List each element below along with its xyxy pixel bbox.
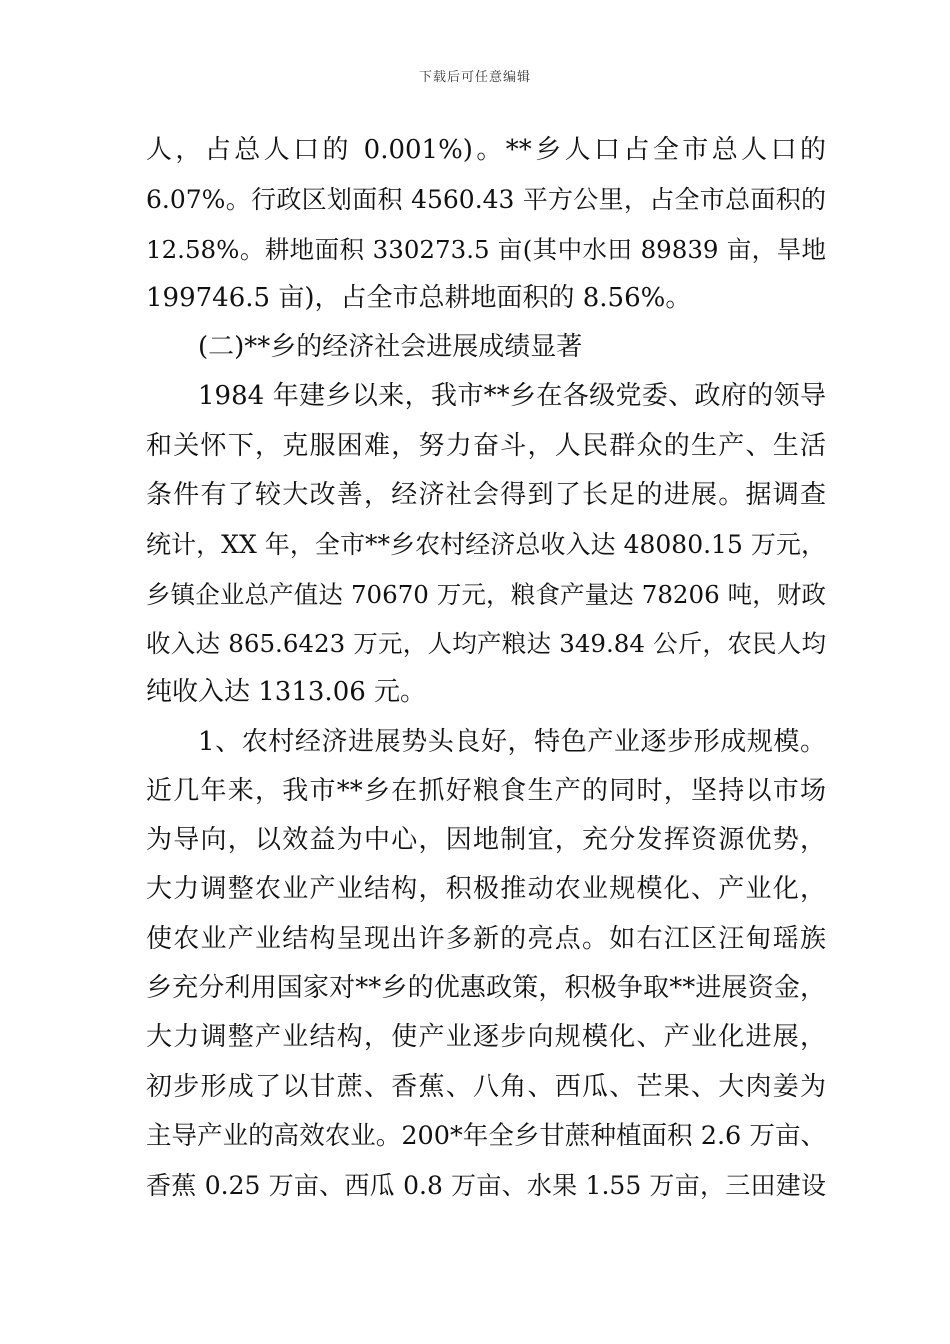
text-line: 初步形成了以甘蔗、香蕉、八角、西瓜、芒果、大肉姜为 [146, 1071, 826, 1102]
text-line: 条件有了较大改善，经济社会得到了长足的进展。据调查 [146, 480, 826, 511]
document-body [146, 126, 826, 1211]
section-heading: (二)**乡的经济社会进展成绩显著 [198, 332, 583, 363]
text-line: 人，占总人口的 0.001%)。**乡人口占全市总人口的 [146, 135, 826, 165]
page-header: 下载后可任意编辑 [418, 70, 531, 85]
text-line: 199746.5 亩)，占全市总耕地面积的 8.56%。 [146, 282, 692, 313]
text-line: 大力调整农业产业结构，积极推动农业规模化、产业化， [146, 874, 826, 905]
text-line: 1、农村经济进展势头良好，特色产业逐步形成规模。 [198, 726, 826, 757]
text-line: 香蕉 0.25 万亩、西瓜 0.8 万亩、水果 1.55 万亩，三田建设 [146, 1171, 826, 1201]
text-line: 乡充分利用国家对**乡的优惠政策，积极争取**进展资金， [146, 973, 826, 1004]
text-line: 6.07%。行政区划面积 4560.43 平方公里，占全市总面积的 [146, 185, 826, 215]
text-line: 12.58%。耕地面积 330273.5 亩(其中水田 89839 亩，旱地 [146, 234, 826, 264]
text-line: 大力调整产业结构，使产业逐步向规模化、产业化进展， [146, 1022, 826, 1053]
text-line: 收入达 865.6423 万元，人均产粮达 349.84 公斤，农民人均 [146, 628, 826, 658]
text-line: 近几年来，我市**乡在抓好粮食生产的同时，坚持以市场 [146, 775, 826, 806]
text-line: 使农业产业结构呈现出许多新的亮点。如右江区汪甸瑶族 [146, 923, 826, 954]
text-line: 统计，XX 年，全市**乡农村经济总收入达 48080.15 万元， [146, 530, 826, 560]
text-line: 乡镇企业总产值达 70670 万元，粮食产量达 78206 吨，财政 [146, 579, 826, 609]
text-line: 纯收入达 1313.06 元。 [146, 677, 427, 708]
text-line: 为导向，以效益为中心，因地制宜，充分发挥资源优势， [146, 825, 826, 856]
text-line: 和关怀下，克服困难，努力奋斗，人民群众的生产、生活 [146, 430, 826, 461]
text-line: 主导产业的高效农业。200*年全乡甘蔗种植面积 2.6 万亩、 [146, 1120, 826, 1151]
text-line: 1984 年建乡以来，我市**乡在各级党委、政府的领导 [198, 381, 826, 412]
